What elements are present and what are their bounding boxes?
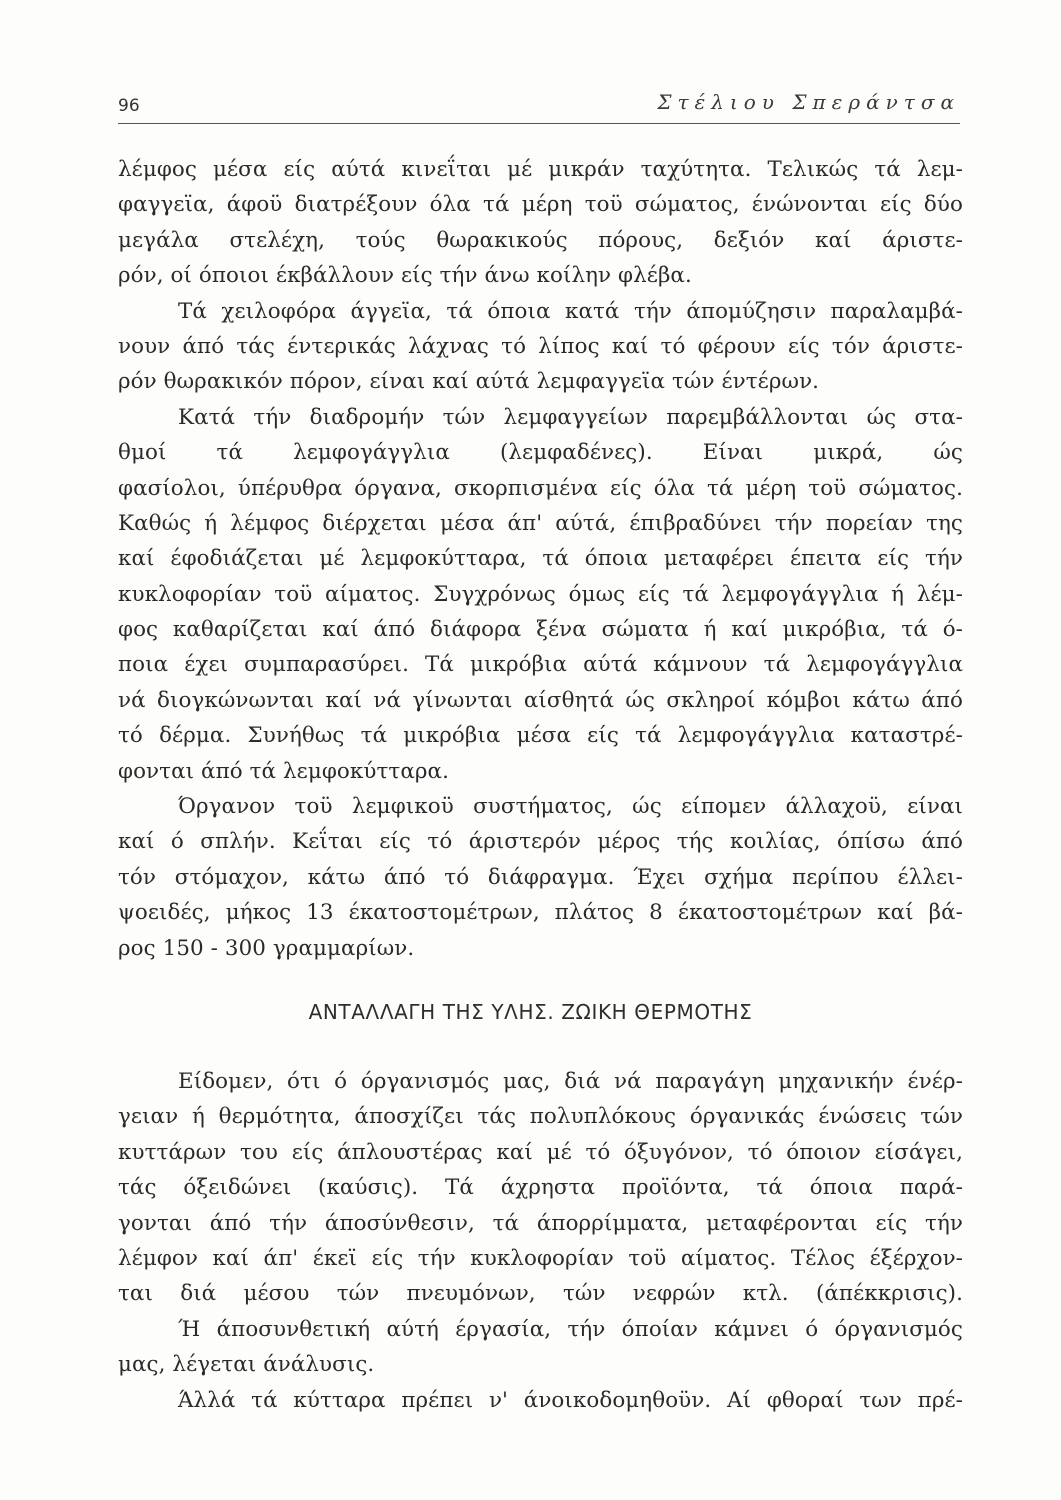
- text-line: φος καθαρίζεται καί άπό διάφορα ξένα σώματα ή καί μικρόβια, τά ό-: [118, 617, 963, 643]
- running-head: Στέλιου Σπεράντσα: [657, 90, 960, 114]
- text-line: φασίολοι, ύπέρυθρα όργανα, σκορπισμένα είς όλα τά μέρη τοϋ σώματος.: [118, 475, 963, 501]
- text-line: θμοί τά λεμφογάγγλια (λεμφαδένες). Είναι μικρά, ώς: [118, 440, 963, 466]
- text-line: τό δέρμα. Συνήθως τά μικρόβια μέσα είς τά λεμφογάγγλια καταστρέ-: [118, 723, 963, 749]
- text-line: νουν άπό τάς έντερικάς λάχνας τό λίπος καί τό φέρουν είς τόν άριστε-: [118, 333, 963, 359]
- text-line: κυττάρων του είς άπλουστέρας καί μέ τό όξυγόνον, τό όποιον είσάγει,: [118, 1139, 963, 1165]
- text-line: Άλλά τά κύτταρα πρέπει ν' άνοικοδομηθοϋν. Αί φθοραί των πρέ-: [178, 1387, 963, 1413]
- text-line: Κατά τήν διαδρομήν τών λεμφαγγείων παρεμβάλλονται ώς στα-: [178, 404, 963, 430]
- text-block-metabolism: [118, 1064, 963, 1418]
- header-rule: [118, 123, 960, 124]
- text-line: Όργανον τοϋ λεμφικοϋ συστήματος, ώς είπομεν άλλαχοϋ, είναι: [178, 794, 963, 820]
- text-line: τόν στόμαχον, κάτω άπό τό διάφραγμα. Έχει σχήμα περίπου έλλει-: [118, 864, 963, 890]
- text-line: φονται άπό τά λεμφοκύτταρα.: [118, 758, 449, 784]
- page-number: 96: [118, 96, 140, 116]
- text-line: ρος 150 - 300 γραμμαρίων.: [118, 935, 415, 961]
- text-line: νά διογκώνωνται καί νά γίνωνται αίσθητά ώς σκληροί κόμβοι κάτω άπό: [118, 687, 963, 713]
- page-header: [118, 86, 960, 120]
- text-line: ρόν, οί όποιοι έκβάλλουν είς τήν άνω κοίλην φλέβα.: [118, 263, 692, 289]
- text-block-lymph: [118, 152, 963, 966]
- text-line: Ή άποσυνθετική αύτή έργασία, τήν όποίαν κάμνει ό όργανισμός: [178, 1316, 963, 1342]
- text-line: Είδομεν, ότι ό όργανισμός μας, διά νά παραγάγη μηχανικήν ένέρ-: [178, 1069, 963, 1094]
- text-line: ται διά μέσου τών πνευμόνων, τών νεφρών κτλ. (άπέκκρισις).: [118, 1281, 963, 1307]
- section-heading: ΑΝΤΑΛΛΑΓΗ ΤΗΣ ΥΛΗΣ. ΖΩΙΚΗ ΘΕΡΜΟΤΗΣ: [308, 1000, 753, 1024]
- text-line: μας, λέγεται άνάλυσις.: [118, 1352, 375, 1378]
- text-line: ποια έχει συμπαρασύρει. Τά μικρόβια αύτά κάμνουν τά λεμφογάγγλια: [118, 652, 963, 678]
- text-line: καί ό σπλήν. Κεΐται είς τό άριστερόν μέρος τής κοιλίας, όπίσω άπό: [118, 829, 963, 855]
- text-line: Καθώς ή λέμφος διέρχεται μέσα άπ' αύτά, έπιβραδύνει τήν πορείαν της: [118, 510, 963, 536]
- text-line: ψοειδές, μήκος 13 έκατοστομέτρων, πλάτος 8 έκατοστομέτρων καί βά-: [118, 900, 963, 926]
- text-line: λέμφον καί άπ' έκεϊ είς τήν κυκλοφορίαν τοϋ αίματος. Τέλος έξέρχον-: [118, 1245, 963, 1271]
- text-line: γειαν ή θερμότητα, άποσχίζει τάς πολυπλόκους όργανικάς ένώσεις τών: [118, 1104, 963, 1130]
- text-line: μεγάλα στελέχη, τούς θωρακικούς πόρους, δεξιόν καί άριστε-: [118, 227, 963, 253]
- text-line: γονται άπό τήν άποσύνθεσιν, τά άπορρίμματα, μεταφέρονται είς τήν: [118, 1210, 963, 1236]
- text-line: λέμφος μέσα είς αύτά κινεΐται μέ μικράν ταχύτητα. Τελικώς τά λεμ-: [118, 157, 963, 182]
- text-line: κυκλοφορίαν τοϋ αίματος. Συγχρόνως όμως είς τά λεμφογάγγλια ή λέμ-: [118, 581, 963, 607]
- text-line: Τά χειλοφόρα άγγεϊα, τά όποια κατά τήν άπομύζησιν παραλαμβά-: [178, 298, 963, 324]
- text-line: ρόν θωρακικόν πόρον, είναι καί αύτά λεμφαγγεϊα τών έντέρων.: [118, 369, 820, 395]
- text-line: τάς όξειδώνει (καύσις). Τά άχρηστα προϊόντα, τά όποια παρά-: [118, 1175, 963, 1201]
- text-line: φαγγεϊα, άφοϋ διατρέξουν όλα τά μέρη τοϋ σώματος, ένώνονται είς δύο: [118, 192, 963, 218]
- text-line: καί έφοδιάζεται μέ λεμφοκύτταρα, τά όποια μεταφέρει έπειτα είς τήν: [118, 546, 963, 572]
